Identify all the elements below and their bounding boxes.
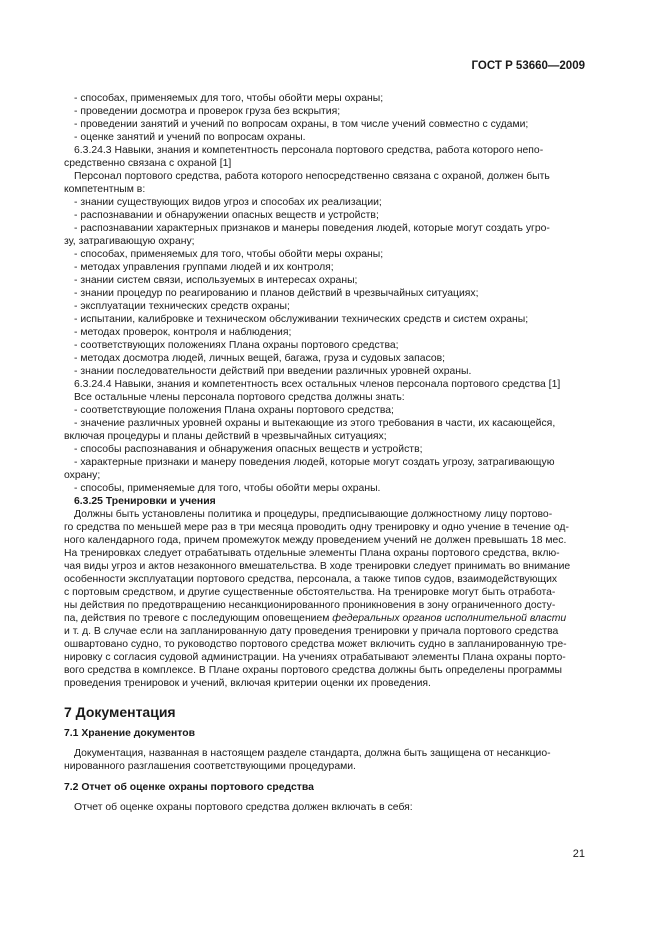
text-line: компетентным в:	[64, 184, 146, 195]
text-line: охрану;	[64, 470, 101, 481]
text-line: - знании систем связи, используемых в интересах охраны;	[74, 275, 358, 286]
text-line: - способы, применяемые для того, чтобы обойти меры охраны.	[74, 483, 381, 494]
text-line: - знании существующих видов угроз и способах их реализации;	[74, 197, 382, 208]
text-line: нировку с согласия судовой администрации. На учениях отрабатывают элементы Плана охраны порто-	[64, 652, 566, 663]
text-line: - способах, применяемых для того, чтобы обойти меры охраны;	[74, 93, 384, 104]
text-line: включая процедуры и планы действий в чрезвычайных ситуациях;	[64, 431, 387, 442]
document-body	[64, 92, 586, 814]
text-line: Отчет об оценке охраны портового средства должен включать в себя:	[74, 802, 413, 813]
text-line: чая виды угроз и актов незаконного вмешательства. В ходе тренировки следует принимать во внимание	[64, 561, 571, 572]
text-line: ны действия по предотвращению несанкционированного проникновения в зону ограниченного досту-	[64, 600, 556, 611]
text-line: - характерные признаки и манеру поведения людей, которые могут создать угрозу, затрагивающую	[74, 457, 555, 468]
text-line: - распознавании и обнаружении опасных веществ и устройств;	[74, 210, 379, 221]
section-heading-7-2: 7.2 Отчет об оценке охраны портового средства	[64, 782, 314, 793]
text-line: - способы распознавания и обнаружения опасных веществ и устройств;	[74, 444, 423, 455]
text-line: Должны быть установлены политика и процедуры, предписывающие должностному лицу портово-	[74, 509, 553, 520]
text-line: - проведении занятий и учений по вопросам охраны, в том числе учений совместно с судами;	[74, 119, 529, 130]
text-segment: па, действия по тревоге с последующим оповещением	[64, 613, 333, 624]
text-line: Персонал портового средства, работа которого непосредственно связана с охраной, должен быть	[74, 171, 550, 182]
text-line: зу, затрагивающую охрану;	[64, 236, 195, 247]
section-heading-7: 7 Документация	[64, 704, 176, 720]
text-line: - эксплуатации технических средств охраны;	[74, 301, 290, 312]
text-line: Документация, названная в настоящем разделе стандарта, должна быть защищена от несанкцио-	[74, 748, 551, 759]
text-line: с портовым средством, и другие существенные обстоятельства. На тренировке могут быть отработа-	[64, 587, 556, 598]
text-line: - методах досмотра людей, личных вещей, багажа, груза и судовых запасов;	[74, 353, 446, 364]
text-line: ошвартовано судно, то руководство портового средства может включить судно в запланированную тре-	[64, 639, 567, 650]
section-heading-6-3-25: 6.3.25 Тренировки и учения	[74, 496, 216, 507]
text-line: - знании процедур по реагированию и планов действий в чрезвычайных ситуациях;	[74, 288, 479, 299]
text-line: На тренировках следует отрабатывать отдельные элементы Плана охраны портового средства, вклю-	[64, 548, 560, 559]
text-line: средственно связана с охраной [1]	[64, 158, 232, 169]
text-line: - соответствующие положения Плана охраны портового средства;	[74, 405, 394, 416]
page-number: 21	[572, 848, 585, 860]
text-line: - знании последовательности действий при введении различных уровней охраны.	[74, 366, 472, 377]
text-line: - проведении досмотра и проверок груза без вскрытия;	[74, 106, 341, 117]
text-line: - оценке занятий и учений по вопросам охраны.	[74, 132, 306, 143]
text-line: - способах, применяемых для того, чтобы обойти меры охраны;	[74, 249, 384, 260]
text-line: ного календарного года, причем промежуток между проведением учений не должен превышать 18 мес.	[64, 535, 567, 546]
section-heading-7-1: 7.1 Хранение документов	[64, 728, 195, 739]
text-line: го средства по меньшей мере раз в три месяца проводить одну тренировку и одно учение в течение од-	[64, 522, 569, 533]
text-line: проведения тренировок и учений, включая критерии оценки их проведения.	[64, 678, 431, 689]
text-line: нированного разглашения соответствующими процедурами.	[64, 761, 356, 772]
doc-header: ГОСТ Р 53660—2009	[471, 60, 585, 72]
text-line: вого средства в комплексе. В Плане охраны портового средства должны быть определены программы	[64, 665, 562, 676]
text-line: - методах управления группами людей и их контроля;	[74, 262, 334, 273]
text-line: - испытании, калибровке и техническом обслуживании технических средств и систем охраны;	[74, 314, 529, 325]
text-line: и т. д. В случае если на запланированную дату проведения тренировки у причала портового средства	[64, 626, 559, 637]
text-line: Все остальные члены персонала портового средства должны знать:	[74, 392, 405, 403]
text-line: 6.3.24.3 Навыки, знания и компетентность персонала портового средства, работа которого непо-	[74, 145, 544, 156]
text-line: особенности эксплуатации портового средства, персонала, а также типов судов, взаимодействующих	[64, 574, 558, 585]
text-line: 6.3.24.4 Навыки, знания и компетентность всех остальных членов персонала портового средства [1]	[74, 379, 561, 390]
text-line: - методах проверок, контроля и наблюдения;	[74, 327, 292, 338]
text-line: - значение различных уровней охраны и вытекающие из этого требования в части, их касающейся,	[74, 418, 556, 429]
text-line: - соответствующих положениях Плана охраны портового средства;	[74, 340, 399, 351]
text-line	[64, 612, 586, 625]
text-line: - распознавании характерных признаков и манеры поведения людей, которые могут создать угро-	[74, 223, 550, 234]
italic-text-segment: федеральных органов исполнительной власти	[332, 613, 567, 624]
